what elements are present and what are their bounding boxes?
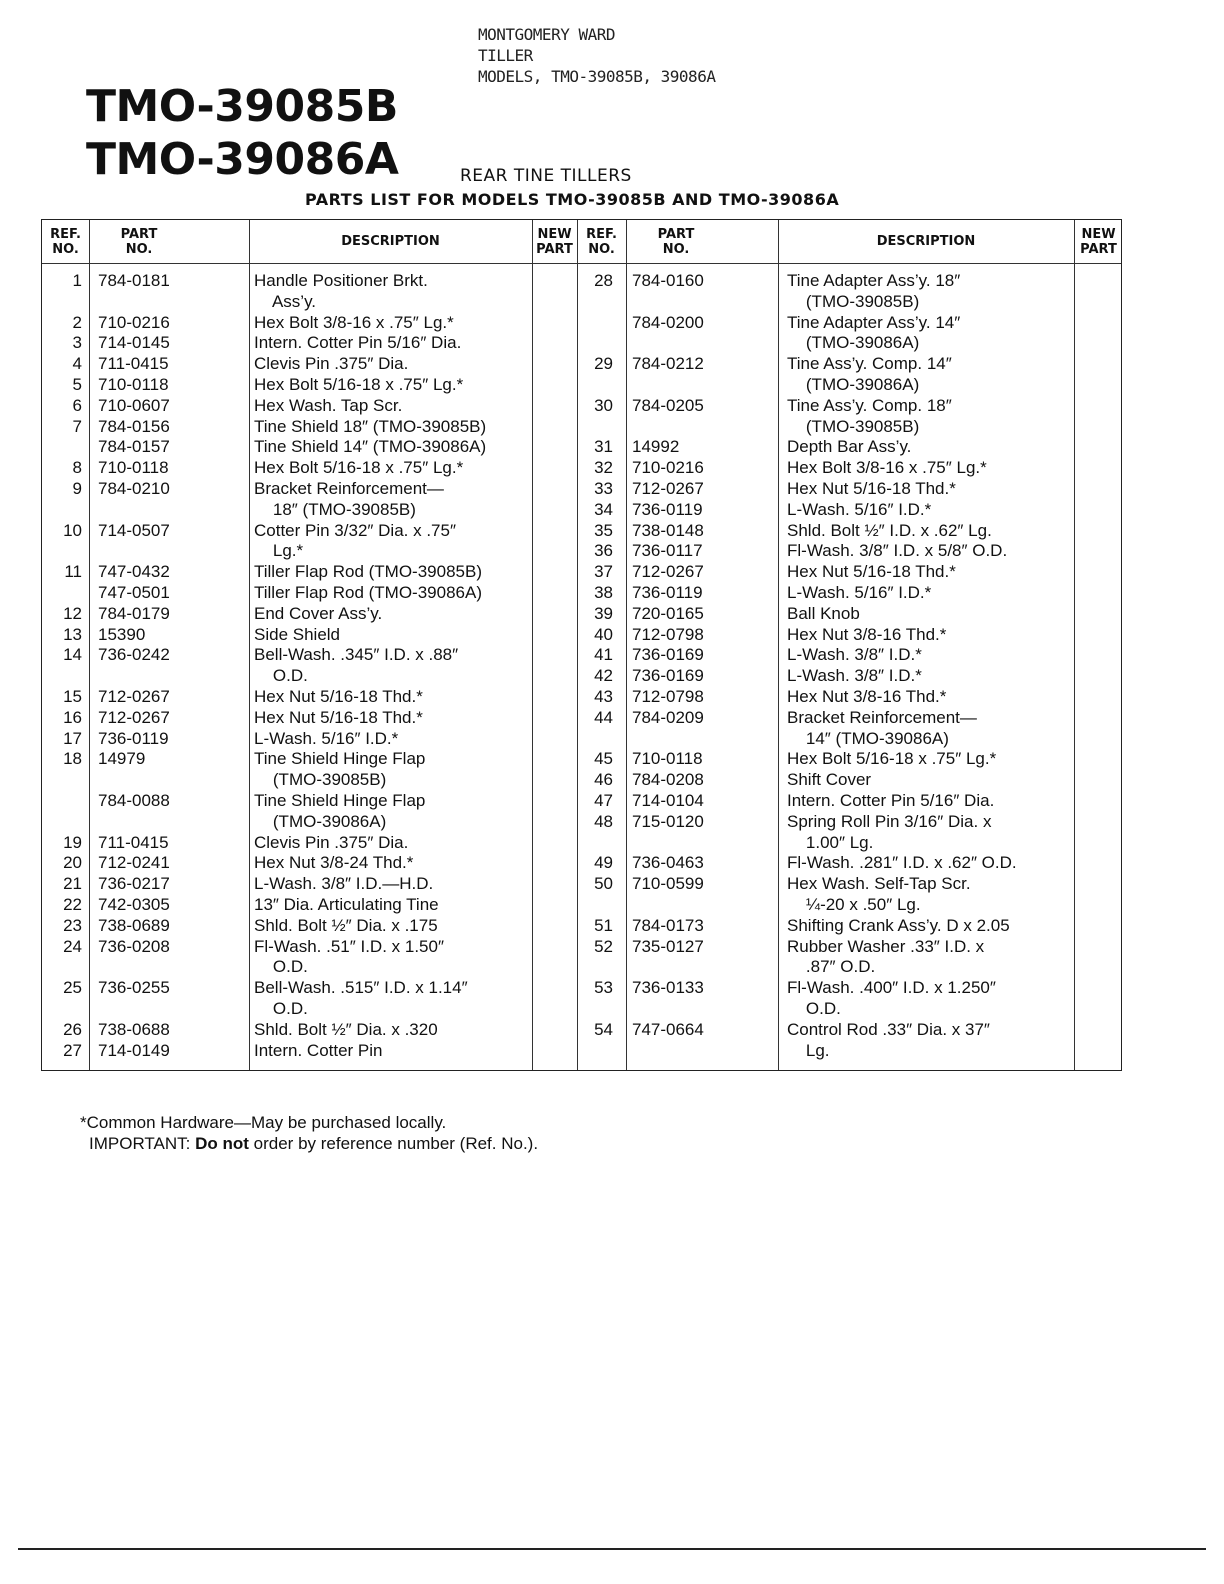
right-ref-cell: 28 [594, 271, 613, 290]
right-desc-cell: Tine Ass’y. Comp. 14″ (TMO-39086A) [787, 354, 952, 394]
left-part-cell: 711-0415 [98, 832, 169, 852]
left-desc-cell: Intern. Cotter Pin 5/16″ Dia. [254, 333, 462, 353]
right-part-cell: 715-0120 [632, 811, 704, 831]
left-ref-cell: 16 [63, 707, 82, 727]
left-ref-cell: 21 [63, 874, 82, 894]
left-ref-cell: 11 [64, 562, 82, 582]
right-part-cell: 712-0798 [632, 624, 704, 644]
left-part-cell: 711-0415 [98, 354, 169, 374]
left-ref-cell: 20 [63, 853, 82, 873]
typed-header [478, 24, 715, 87]
left-part-cell: 784-0181 [98, 271, 170, 290]
left-desc-cell: Tine Shield 14″ (TMO-39086A) [254, 437, 487, 457]
right-desc-cell: Intern. Cotter Pin 5/16″ Dia. [787, 791, 995, 810]
right-part-cell: 714-0104 [632, 791, 704, 810]
left-ref-cell: 27 [63, 1040, 82, 1060]
left-ref-cell: 26 [63, 1019, 82, 1039]
left-desc-cell: Side Shield [254, 624, 341, 644]
left-part-cell: 714-0145 [98, 333, 170, 353]
right-ref-cell: 52 [594, 936, 613, 956]
left-desc-cell: Tine Shield Hinge Flap (TMO-39085B) [254, 749, 426, 790]
right-part-cell: 784-0212 [632, 354, 704, 374]
left-desc-cell: L-Wash. 3/8″ I.D.—H.D. [254, 874, 434, 894]
left-ref-cell: 17 [63, 728, 82, 748]
right-desc-cell: Depth Bar Ass’y. [787, 437, 912, 457]
column-divider [89, 220, 90, 1070]
parts-table [41, 219, 1122, 1071]
left-part-cell: 747-0432 [98, 562, 170, 582]
left-part-cell: 712-0241 [98, 853, 170, 873]
right-ref-cell: 45 [594, 749, 613, 769]
left-part-cell: 742-0305 [98, 895, 170, 914]
right-desc-cell: Hex Nut 5/16-18 Thd.* [787, 479, 956, 498]
right-desc-cell: Hex Bolt 3/8-16 x .75″ Lg.* [787, 458, 987, 478]
right-ref-cell: 35 [594, 520, 613, 540]
column-divider [532, 220, 533, 1070]
model-number-2: TMO-39086A [86, 134, 399, 185]
right-part-cell: 784-0209 [632, 707, 704, 727]
left-desc-cell: Shld. Bolt ½″ Dia. x .320 [254, 1019, 438, 1039]
right-part-cell: 736-0169 [632, 645, 704, 665]
right-ref-cell: 36 [594, 541, 613, 561]
left-desc-cell: Handle Positioner Brkt. Ass’y. [254, 271, 428, 311]
left-ref-cell: 6 [72, 395, 82, 415]
right-desc-cell: Hex Nut 5/16-18 Thd.* [787, 562, 956, 582]
left-part-cell: 15390 [98, 624, 146, 644]
left-desc-cell: Hex Nut 5/16-18 Thd.* [254, 687, 423, 706]
right-part-cell: 736-0119 [632, 499, 703, 519]
column-divider [626, 220, 627, 1070]
right-desc-cell: Shifting Crank Ass’y. D x 2.05 [787, 915, 1010, 935]
left-part-cell: 738-0689 [98, 915, 170, 935]
right-ref-cell: 54 [594, 1019, 613, 1039]
right-ref-cell: 47 [594, 791, 613, 810]
left-desc-cell: Tiller Flap Rod (TMO-39086A) [254, 583, 482, 602]
left-desc-cell: Hex Bolt 5/16-18 x .75″ Lg.* [254, 375, 464, 394]
left-part-cell: 736-0242 [98, 645, 170, 665]
right-ref-cell: 50 [594, 874, 613, 894]
right-part-cell: 736-0169 [632, 666, 704, 686]
left-part-cell: 738-0688 [98, 1019, 170, 1039]
left-part-cell: 784-0157 [98, 437, 170, 457]
left-ref-cell: 7 [72, 416, 82, 436]
column-divider [249, 220, 250, 1070]
left-ref-cell: 19 [63, 832, 82, 852]
right-desc-cell: Hex Bolt 5/16-18 x .75″ Lg.* [787, 749, 997, 769]
right-ref-cell: 53 [594, 978, 613, 998]
right-part-cell: 784-0208 [632, 770, 704, 790]
header-description: DESCRIPTION [341, 234, 440, 249]
column-divider [1074, 220, 1075, 1070]
left-ref-cell: 25 [63, 978, 82, 998]
left-ref-cell: 1 [72, 271, 82, 290]
left-desc-cell: Tiller Flap Rod (TMO-39085B) [254, 562, 482, 582]
left-ref-cell: 22 [63, 895, 82, 914]
header-ref-no-right: REF. NO. [586, 226, 617, 257]
right-ref-cell: 34 [594, 499, 613, 519]
left-desc-cell: Bell-Wash. .515″ I.D. x 1.14″ O.D. [254, 978, 468, 1018]
left-desc-cell: Tine Shield Hinge Flap (TMO-39086A) [254, 791, 426, 831]
typed-line-product: TILLER [478, 46, 533, 65]
left-part-cell: 710-0607 [98, 395, 170, 415]
left-desc-cell: Fl-Wash. .51″ I.D. x 1.50″ O.D. [254, 936, 444, 977]
typed-line-models: MODELS, TMO-39085B, 39086A [478, 67, 716, 86]
left-ref-cell: 13 [63, 624, 82, 644]
right-ref-cell: 31 [594, 437, 613, 457]
header-new-part-right: NEW PART [1080, 226, 1117, 257]
right-desc-cell: L-Wash. 3/8″ I.D.* [787, 666, 922, 686]
left-desc-cell: End Cover Ass’y. [254, 603, 383, 623]
left-part-cell: 784-0088 [98, 791, 170, 810]
right-desc-cell: Fl-Wash. 3/8″ I.D. x 5/8″ O.D. [787, 541, 1008, 561]
left-part-cell: 710-0118 [98, 458, 169, 478]
left-part-cell: 712-0267 [98, 707, 170, 727]
right-desc-cell: Shld. Bolt ½″ I.D. x .62″ Lg. [787, 520, 992, 540]
left-ref-cell: 10 [63, 520, 82, 540]
right-ref-cell: 43 [594, 687, 613, 706]
right-ref-cell: 41 [594, 645, 613, 665]
right-desc-cell: Fl-Wash. .400″ I.D. x 1.250″ O.D. [787, 978, 996, 1018]
left-ref-cell: 23 [63, 915, 82, 935]
do-not-emphasis: Do not [195, 1134, 249, 1153]
left-desc-cell: Cotter Pin 3/32″ Dia. x .75″ Lg.* [254, 520, 456, 561]
left-ref-cell: 2 [72, 312, 82, 332]
right-part-cell: 784-0160 [632, 271, 704, 290]
header-divider [42, 263, 1121, 264]
left-part-cell: 710-0118 [98, 375, 169, 394]
right-part-cell: 736-0133 [632, 978, 704, 998]
left-desc-cell: Clevis Pin .375″ Dia. [254, 832, 409, 852]
right-ref-cell: 48 [594, 811, 613, 831]
left-desc-cell: Hex Nut 3/8-24 Thd.* [254, 853, 414, 873]
right-ref-cell: 44 [594, 707, 613, 727]
right-part-cell: 712-0798 [632, 687, 704, 706]
left-part-cell: 714-0149 [98, 1040, 170, 1060]
right-desc-cell: Tine Adapter Ass’y. 14″ (TMO-39086A) [787, 312, 961, 353]
left-desc-cell: Bracket Reinforcement— 18″ (TMO-39085B) [254, 479, 444, 519]
right-desc-cell: Hex Wash. Self-Tap Scr. ¼-20 x .50″ Lg. [787, 874, 971, 914]
right-ref-cell: 42 [594, 666, 613, 686]
right-ref-cell: 30 [594, 395, 613, 415]
right-part-cell: 735-0127 [632, 936, 704, 956]
column-divider [778, 220, 779, 1070]
right-desc-cell: L-Wash. 3/8″ I.D.* [787, 645, 922, 665]
right-ref-cell: 32 [594, 458, 613, 478]
header-part-no-right: PART NO. [657, 226, 695, 257]
left-ref-cell: 24 [63, 936, 82, 956]
right-ref-cell: 49 [594, 853, 613, 873]
model-number-1: TMO-39085B [86, 81, 398, 132]
right-desc-cell: Bracket Reinforcement— 14″ (TMO-39086A) [787, 707, 977, 748]
right-ref-cell: 40 [594, 624, 613, 644]
left-desc-cell: Shld. Bolt ½″ Dia. x .175 [254, 915, 438, 935]
right-desc-cell: Rubber Washer .33″ I.D. x .87″ O.D. [787, 936, 985, 977]
right-desc-cell: Control Rod .33″ Dia. x 37″ Lg. [787, 1019, 990, 1060]
right-part-cell: 720-0165 [632, 603, 704, 623]
right-part-cell: 736-0119 [632, 583, 703, 602]
footnote-common-hardware: *Common Hardware—May be purchased locally. [80, 1113, 447, 1132]
right-part-cell: 710-0599 [632, 874, 704, 894]
right-ref-cell: 37 [594, 562, 613, 582]
left-part-cell: 714-0507 [98, 520, 170, 540]
right-part-cell: 738-0148 [632, 520, 704, 540]
right-part-cell: 784-0205 [632, 395, 704, 415]
left-desc-cell: Hex Bolt 5/16-18 x .75″ Lg.* [254, 458, 464, 478]
right-desc-cell: Tine Ass’y. Comp. 18″ (TMO-39085B) [787, 395, 952, 436]
right-ref-cell: 46 [594, 770, 613, 790]
left-desc-cell: 13″ Dia. Articulating Tine [254, 895, 439, 914]
right-desc-cell: Hex Nut 3/8-16 Thd.* [787, 687, 947, 706]
left-desc-cell: L-Wash. 5/16″ I.D.* [254, 728, 399, 748]
left-ref-cell: 5 [72, 375, 82, 394]
right-part-cell: 747-0664 [632, 1019, 704, 1039]
left-part-cell: 736-0255 [98, 978, 170, 998]
footnote [80, 1112, 538, 1154]
header-ref-no: REF. NO. [50, 226, 81, 257]
right-ref-cell: 51 [594, 915, 613, 935]
left-desc-cell: Hex Nut 5/16-18 Thd.* [254, 707, 423, 727]
left-part-cell: 784-0179 [98, 603, 170, 623]
header-part-no: PART NO. [120, 226, 158, 257]
right-desc-cell: Hex Nut 3/8-16 Thd.* [787, 624, 947, 644]
left-desc-cell: Clevis Pin .375″ Dia. [254, 354, 409, 374]
model-numbers [86, 80, 398, 186]
right-ref-cell: 29 [594, 354, 613, 374]
left-part-cell: 736-0119 [98, 728, 169, 748]
left-desc-cell: Intern. Cotter Pin [254, 1040, 383, 1060]
left-part-cell: 14979 [98, 749, 146, 769]
right-ref-cell: 33 [594, 479, 613, 498]
right-part-cell: 712-0267 [632, 479, 704, 498]
left-part-cell: 784-0156 [98, 416, 170, 436]
left-desc-cell: Hex Bolt 3/8-16 x .75″ Lg.* [254, 312, 454, 332]
right-desc-cell: L-Wash. 5/16″ I.D.* [787, 499, 932, 519]
right-part-cell: 710-0216 [632, 458, 704, 478]
typed-line-brand: MONTGOMERY WARD [478, 25, 615, 44]
right-part-cell: 710-0118 [632, 749, 703, 769]
left-part-cell: 736-0208 [98, 936, 170, 956]
left-ref-cell: 15 [63, 687, 82, 706]
header-description-right: DESCRIPTION [876, 234, 976, 249]
left-desc-cell: Hex Wash. Tap Scr. [254, 395, 403, 415]
left-part-cell: 710-0216 [98, 312, 170, 332]
left-ref-cell: 9 [72, 479, 82, 498]
right-part-cell: 712-0267 [632, 562, 704, 582]
right-part-cell: 14992 [632, 437, 680, 457]
right-desc-cell: Ball Knob [787, 603, 860, 623]
right-part-cell: 736-0463 [632, 853, 704, 873]
footnote-important [80, 1133, 538, 1154]
left-ref-cell: 18 [63, 749, 82, 769]
left-ref-cell: 3 [72, 333, 82, 353]
right-desc-cell: L-Wash. 5/16″ I.D.* [787, 583, 932, 602]
right-desc-cell: Spring Roll Pin 3/16″ Dia. x 1.00″ Lg. [787, 811, 992, 852]
left-part-cell: 736-0217 [98, 874, 170, 894]
left-ref-cell: 4 [72, 354, 82, 374]
parts-list-title: PARTS LIST FOR MODELS TMO-39085B AND TMO-39086A [305, 190, 840, 209]
header-new-part: NEW PART [536, 226, 573, 257]
left-ref-cell: 8 [72, 458, 82, 478]
left-part-cell: 747-0501 [98, 583, 170, 602]
document-subtitle: REAR TINE TILLERS [460, 166, 632, 186]
bottom-rule [18, 1548, 1206, 1550]
left-ref-cell: 12 [63, 603, 82, 623]
right-part-cell: 784-0173 [632, 915, 704, 935]
right-part-cell: 784-0200 [632, 312, 704, 332]
left-desc-cell: Bell-Wash. .345″ I.D. x .88″ O.D. [254, 645, 459, 686]
right-ref-cell: 39 [594, 603, 613, 623]
right-part-cell: 736-0117 [632, 541, 703, 561]
left-desc-cell: Tine Shield 18″ (TMO-39085B) [254, 416, 487, 436]
left-part-cell: 712-0267 [98, 687, 170, 706]
left-ref-cell: 14 [63, 645, 82, 665]
right-ref-cell: 38 [594, 583, 613, 602]
right-desc-cell: Tine Adapter Ass’y. 18″ (TMO-39085B) [787, 271, 961, 311]
right-desc-cell: Fl-Wash. .281″ I.D. x .62″ O.D. [787, 853, 1017, 873]
right-desc-cell: Shift Cover [787, 770, 872, 790]
important-label: IMPORTANT: [89, 1134, 196, 1153]
important-rest: order by reference number (Ref. No.). [248, 1134, 539, 1153]
left-part-cell: 784-0210 [98, 479, 170, 498]
